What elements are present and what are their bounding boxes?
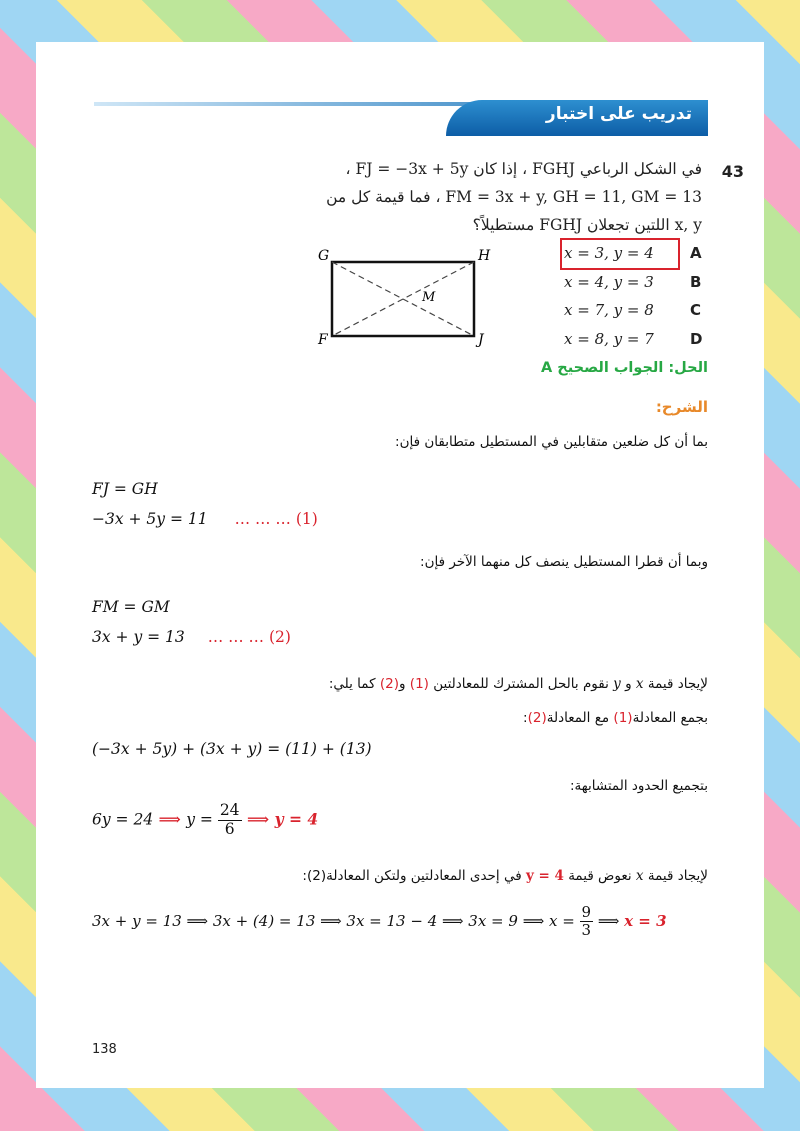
explanation-paragraph-4 [523,710,708,726]
page [36,42,764,1088]
p3-text-e: كما يلي: [328,676,380,692]
option-b-text[interactable]: x = 4, y = 3 [564,273,654,291]
p6-var-x: x [635,868,644,884]
equation-solve-y [92,802,318,839]
option-a-text[interactable]: x = 3, y = 4 [564,244,654,262]
eq5-arrow: ⟹ [593,911,625,930]
equation-solve-x [92,904,667,940]
explanation-paragraph-6 [302,868,708,884]
explanation-paragraph-5: بتجميع الحدود المتشابهة: [569,778,708,794]
p3-text-b: و [620,676,636,692]
option-b-letter[interactable]: B [690,273,702,291]
p3-text-c: نقوم بالحل المشترك للمعادلتين [428,676,614,692]
option-d-text[interactable]: x = 8, y = 7 [564,330,654,348]
page-number: 138 [92,1042,117,1057]
p6-value: y = 4 [525,868,564,884]
answer-line: الحل: الجواب الصحيح A [540,360,708,376]
equation-2-tag: … … … (2) [207,628,291,646]
eq4-fraction [218,802,242,839]
eq5-numerator: 9 [581,903,592,921]
p6-text-b: نعوض قيمة [563,868,636,884]
p4-ref-1: (1) [613,710,633,726]
eq5-fraction [580,904,594,940]
vertex-label-h: H [478,248,491,264]
eq4-arrow-2: ⟹ [241,809,275,829]
header-title: تدريب على اختبار [545,104,692,124]
eq4-y-eq: y = [186,810,218,829]
question-line-2: FM = 3x + y, GH = 11, GM = 13 ، فما قيمة كل من [326,188,702,206]
vertex-label-f: F [318,332,328,348]
p3-text-d: و [398,676,410,692]
explanation-paragraph-1: بما أن كل ضلعين متقابلين في المستطيل متطابقان فإن: [395,434,708,450]
equation-1-tag: … … … (1) [234,510,318,528]
eq4-numerator: 24 [219,801,240,819]
vertex-label-j: J [478,332,484,348]
p4-text-c: : [523,710,528,726]
equation-1-body: −3x + 5y = 11 [92,510,208,528]
p6-text-a: لإيجاد قيمة [643,868,708,884]
explanation-paragraph-2: وبما أن قطرا المستطيل ينصف كل منهما الآخر فإن: [420,554,708,570]
eq4-denominator: 6 [224,819,235,838]
option-d-letter[interactable]: D [690,330,703,348]
p3-var-y: y [613,676,621,692]
explanation-title: الشرح: [655,398,708,416]
p3-var-x: x [635,676,644,692]
equation-2 [92,628,291,646]
equation-1 [92,510,318,528]
option-c-text[interactable]: x = 7, y = 8 [564,301,654,319]
p3-text-a: لإيجاد قيمة [643,676,708,692]
option-c-letter[interactable]: C [690,301,702,319]
vertex-label-g: G [318,248,330,264]
rectangle-figure [314,248,494,348]
eq5-denominator: 3 [581,921,592,940]
center-label-m: M [422,290,436,305]
question-number: 43 [721,162,744,181]
question-line-1: في الشكل الرباعي FGHJ ، إذا كان FJ = −3x + 5y ، [345,160,702,178]
p3-ref-2: (2) [379,676,399,692]
eq5-result: x = 3 [624,911,667,930]
equation-2-body: 3x + y = 13 [92,628,185,646]
option-a-letter[interactable]: A [690,244,702,262]
equation-fj-gh: FJ = GH [92,480,158,498]
equation-fm-gm: FM = GM [92,598,170,616]
eq4-arrow-1: ⟹ [153,809,187,829]
p4-text-a: بجمع المعادلة [632,710,708,726]
eq4-result: y = 4 [274,809,319,829]
eq4-lhs: 6y = 24 [92,810,154,829]
p4-text-b: مع المعادلة [546,710,614,726]
p3-ref-1: (1) [409,676,429,692]
p4-ref-2: (2) [527,710,547,726]
p6-text-c: في إحدى المعادلتين ولتكن المعادلة(2): [302,868,526,884]
eq5-chain: 3x + y = 13 ⟹ 3x + (4) = 13 ⟹ 3x = 13 − 4 ⟹ 3x = 9 ⟹ x = [92,911,580,930]
question-line-3: x, y اللتين تجعلان FGHJ مستطيلاً؟ [472,216,702,234]
explanation-paragraph-3 [329,676,708,692]
equation-sum: (−3x + 5y) + (3x + y) = (11) + (13) [92,740,372,758]
